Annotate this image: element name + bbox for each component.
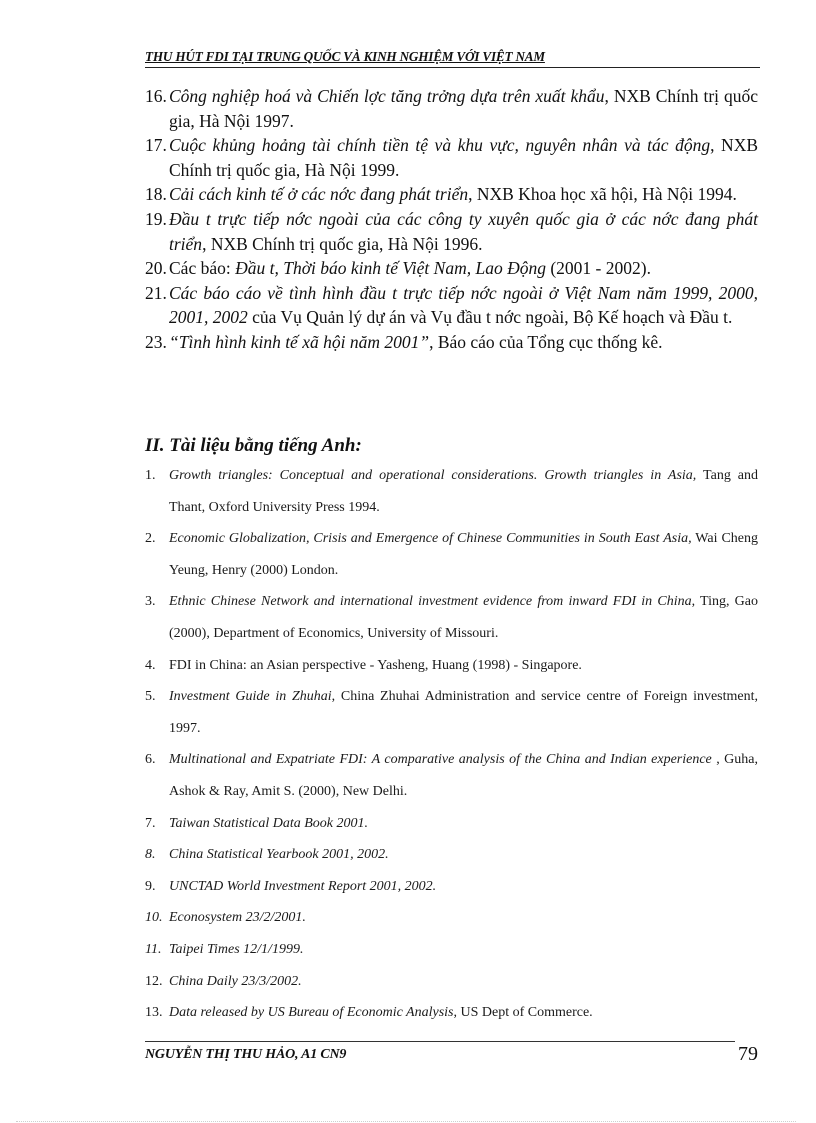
footer-divider (145, 1041, 735, 1042)
reference-number: 10. (145, 910, 163, 926)
reference-title: Công nghiệp hoá và Chiến lợc tăng trởng dựa trên xuất khẩu (169, 86, 605, 106)
reference-title: Đầu t, Thời báo kinh tế Việt Nam, Lao Động (235, 258, 546, 279)
reference-title: Các báo cáo về tình hình đầu t trực tiếp nớc ngoài ở Việt Nam năm 1999, 2000, 2001, 2002 (169, 282, 758, 328)
reference-title: Multinational and Expatriate FDI: A comparative analysis of the China and Indian experience (169, 752, 712, 768)
reference-item (145, 330, 758, 355)
reference-item (145, 650, 758, 682)
reference-details: , China Zhuhai Administration and service centre of Foreign investment, 1997. (169, 689, 759, 736)
reference-item (145, 207, 758, 256)
reference-title: Taiwan Statistical Data Book 2001. (169, 815, 368, 831)
reference-details: , NXB Khoa học xã hội, Hà Nội 1994. (468, 184, 737, 205)
reference-title: Growth triangles: Conceptual and operational considerations. Growth triangles in Asia, (169, 468, 697, 483)
reference-number: 5. (145, 689, 156, 705)
reference-item (145, 523, 758, 586)
reference-details: , NXB Chính trị quốc gia, Hà Nội 1999. (169, 135, 759, 180)
reference-item (145, 808, 758, 840)
reference-item (145, 997, 758, 1029)
reference-number: 16. (145, 86, 167, 106)
reference-number: 12. (145, 973, 163, 989)
reference-details: , NXB Chính trị quốc gia, Hà Nội 1997. (169, 86, 758, 131)
footer-author: NGUYỄN THỊ THU HẢO, A1 CN9 (145, 1047, 347, 1062)
reference-item (145, 681, 758, 744)
reference-title: Đầu t trực tiếp nớc ngoài của các công ty xuyên quốc gia ở các nớc đang phát triển (169, 208, 758, 254)
reference-title: Ethnic Chinese Network and international investment evidence from inward FDI in China (169, 594, 692, 610)
reference-title: “Tình hình kinh tế xã hội năm 2001” (169, 331, 430, 352)
reference-title: Cải cách kinh tế ở các nớc đang phát triển (169, 184, 469, 205)
reference-number: 1. (145, 468, 156, 483)
reference-number: 13. (145, 1005, 163, 1021)
reference-number: 18. (145, 184, 167, 205)
reference-details: , Ting, Gao (2000), Department of Economics, University of Missouri. (169, 594, 758, 641)
reference-item (145, 281, 758, 330)
reference-item (145, 839, 758, 871)
reference-item (145, 902, 758, 934)
vietnamese-references-list (145, 84, 758, 355)
reference-item (145, 182, 758, 207)
page-number: 79 (738, 1043, 758, 1065)
reference-prefix: Các báo: (169, 258, 236, 279)
reference-title: Taipei Times 12/1/1999. (169, 941, 304, 957)
reference-item (145, 871, 758, 903)
reference-title: Economic Globalization, Crisis and Emergence of Chinese Communities in South East Asia, (169, 531, 692, 547)
reference-details: , US Dept of Commerce. (453, 1005, 593, 1021)
reference-number: 8. (145, 847, 156, 863)
reference-title: Data released by US Bureau of Economic Analysis (169, 1005, 454, 1021)
running-header (145, 49, 760, 68)
page-edge-divider (16, 1121, 796, 1122)
reference-item (145, 744, 758, 807)
reference-number: 19. (145, 208, 167, 229)
reference-item (145, 460, 758, 523)
reference-number: 3. (145, 594, 156, 610)
reference-details: (2001 - 2002). (545, 258, 651, 279)
reference-number: 7. (145, 815, 156, 831)
reference-item (145, 966, 758, 998)
reference-details: của Vụ Quản lý dự án và Vụ đầu t nớc ngoài, Bộ Kế hoạch và Đầu t. (247, 307, 733, 328)
reference-title: China Statistical Yearbook 2001, 2002. (169, 847, 389, 863)
reference-title: UNCTAD World Investment Report 2001, 2002. (169, 878, 437, 894)
header-title: THU HÚT FDI TẠI TRUNG QUỐC VÀ KINH NGHIỆM VỚI VIỆT NAM (145, 49, 545, 64)
reference-item (145, 84, 758, 133)
reference-title: Econosystem 23/2/2001. (169, 910, 306, 926)
reference-details: , NXB Chính trị quốc gia, Hà Nội 1996. (202, 233, 483, 254)
reference-details: , Báo cáo của Tổng cục thống kê. (429, 331, 663, 352)
reference-title: Investment Guide in Zhuhai (169, 689, 332, 705)
reference-item (145, 934, 758, 966)
reference-item (145, 586, 758, 649)
reference-number: 4. (145, 657, 156, 673)
reference-details: , Guha, Ashok & Ray, Amit S. (2000), New Delhi. (169, 752, 758, 799)
reference-number: 20. (145, 258, 167, 279)
reference-number: 2. (145, 531, 156, 547)
reference-details: Tang and Thant, Oxford University Press 1994. (169, 468, 758, 515)
reference-title: Cuộc khủng hoảng tài chính tiền tệ và khu vực, nguyên nhân và tác động (169, 135, 711, 156)
reference-details: Wai Cheng Yeung, Henry (2000) London. (169, 531, 758, 578)
reference-title: China Daily 23/3/2002. (169, 973, 302, 989)
reference-number: 17. (145, 135, 167, 156)
reference-number: 6. (145, 752, 156, 768)
reference-number: 9. (145, 878, 156, 894)
reference-details: FDI in China: an Asian perspective - Yasheng, Huang (1998) - Singapore. (169, 657, 582, 673)
reference-number: 23. (145, 331, 167, 352)
reference-number: 21. (145, 282, 167, 303)
reference-item (145, 133, 758, 182)
english-references-list (145, 460, 758, 1029)
section-heading: II. Tài liệu bằng tiếng Anh: (145, 435, 362, 456)
reference-number: 11. (145, 941, 162, 957)
reference-item (145, 256, 758, 281)
